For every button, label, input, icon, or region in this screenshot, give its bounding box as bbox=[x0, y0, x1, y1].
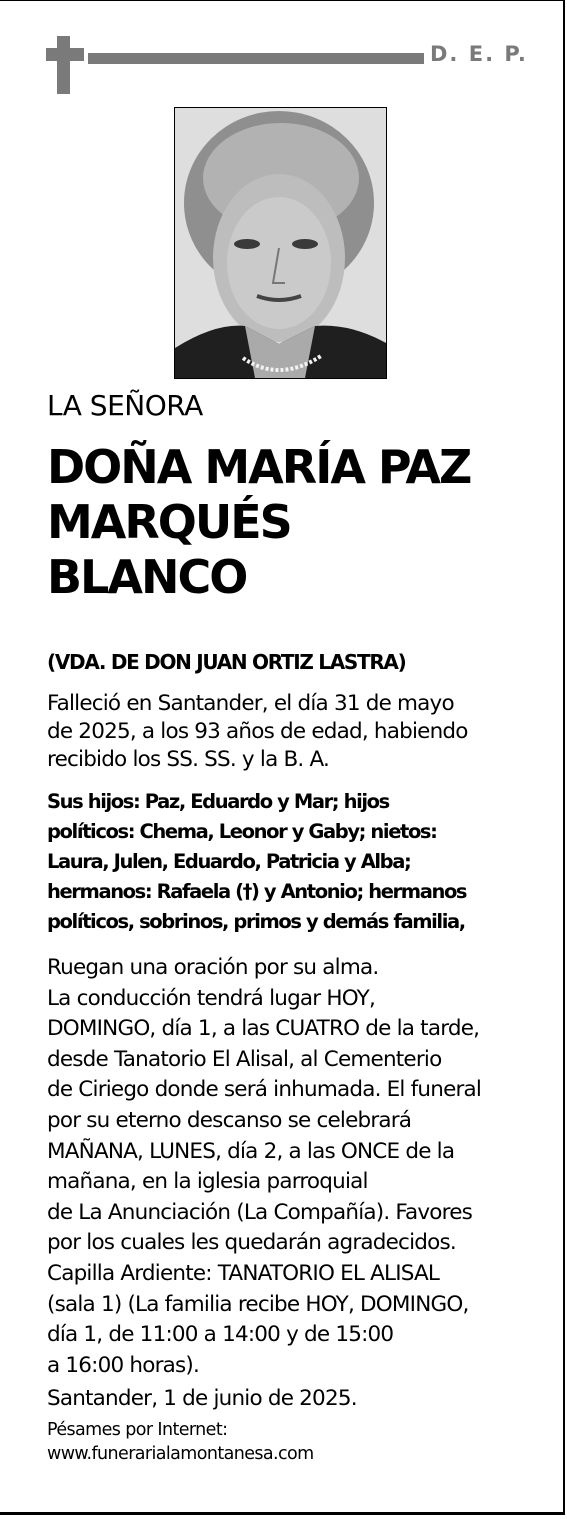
text-line: de La Anunciación (La Compañía). Favores bbox=[47, 1199, 473, 1225]
condolences-label: Pésames por Internet: bbox=[47, 1420, 228, 1440]
text-line: Capilla Ardiente: TANATORIO EL ALISAL bbox=[47, 1260, 440, 1286]
text-line: Falleció en Santander, el día 31 de mayo bbox=[47, 691, 454, 716]
text-line: de 2025, a los 93 años de edad, habiendo bbox=[47, 719, 468, 744]
condolences-block bbox=[47, 1418, 314, 1466]
header-rule bbox=[88, 53, 424, 64]
text-line: de Ciriego donde será inhumada. El funeral bbox=[47, 1077, 482, 1103]
family-paragraph bbox=[47, 787, 557, 937]
text-line: Laura, Julen, Eduardo, Patricia y Alba; bbox=[47, 850, 411, 873]
ceremony-paragraph bbox=[47, 953, 557, 1381]
text-line: a 16:00 horas). bbox=[47, 1352, 200, 1378]
widow-of: (VDA. DE DON JUAN ORTIZ LASTRA) bbox=[47, 650, 406, 674]
honorific-title: LA SEÑORA bbox=[47, 389, 203, 422]
text-line: recibido los SS. SS. y la B. A. bbox=[47, 747, 330, 772]
place-date: Santander, 1 de junio de 2025. bbox=[47, 1386, 357, 1411]
portrait-photo-drawing bbox=[175, 108, 386, 378]
name-line: MARQUÉS bbox=[47, 495, 291, 549]
website-link[interactable]: www.funerarialamontanesa.com bbox=[47, 1444, 314, 1464]
dep-label: D. E. P. bbox=[430, 42, 528, 66]
text-line: (sala 1) (La familia recibe HOY, DOMINGO, bbox=[47, 1291, 469, 1317]
text-line: desde Tanatorio El Alisal, al Cementerio bbox=[47, 1046, 442, 1072]
portrait-photo bbox=[174, 107, 387, 379]
text-line: MAÑANA, LUNES, día 2, a las ONCE de la bbox=[47, 1138, 455, 1164]
cross-icon bbox=[57, 36, 70, 94]
cross-icon-bar bbox=[46, 48, 84, 61]
text-line: Sus hijos: Paz, Eduardo y Mar; hijos bbox=[47, 790, 389, 813]
death-notice-paragraph bbox=[47, 690, 557, 774]
text-line: Ruegan una oración por su alma. bbox=[47, 955, 379, 980]
name-line: DOÑA MARÍA PAZ bbox=[47, 440, 471, 494]
name-line: BLANCO bbox=[47, 550, 247, 604]
text-line: políticos, sobrinos, primos y demás familia, bbox=[47, 910, 465, 933]
text-line: políticos: Chema, Leonor y Gaby; nietos: bbox=[47, 820, 437, 843]
text-line: mañana, en la iglesia parroquial bbox=[47, 1169, 368, 1195]
text-line: La conducción tendrá lugar HOY, bbox=[47, 985, 376, 1011]
text-line: hermanos: Rafaela (†) y Antonio; hermanos bbox=[47, 880, 467, 903]
text-line: por su eterno descanso se celebrará bbox=[47, 1107, 412, 1133]
deceased-name bbox=[47, 440, 547, 605]
text-line: DOMINGO, día 1, a las CUATRO de la tarde, bbox=[47, 1016, 480, 1042]
text-line: día 1, de 11:00 a 14:00 y de 15:00 bbox=[47, 1322, 394, 1348]
text-line: por los cuales les quedarán agradecidos. bbox=[47, 1230, 456, 1256]
